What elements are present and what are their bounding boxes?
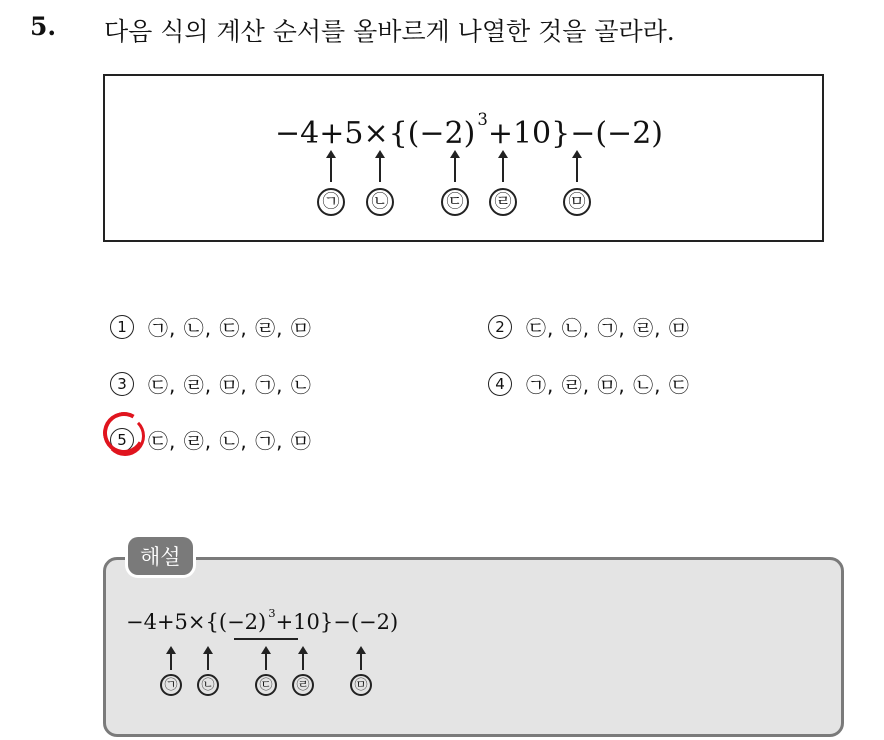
solution-marker-5: ㉤ <box>350 674 372 696</box>
choice-2[interactable] <box>488 312 690 341</box>
solution-arrow-2 <box>207 652 209 670</box>
marker-1: ㉠ <box>317 188 345 216</box>
choice-sequence: ㉢, ㉣, ㉤, ㉠, ㉡ <box>148 373 312 397</box>
math-expression <box>275 110 663 151</box>
arrow-3 <box>454 156 456 182</box>
choice-3[interactable] <box>110 369 312 398</box>
expression-lead: −4+5×{(−2) <box>275 116 476 151</box>
choice-1[interactable] <box>110 312 312 341</box>
expression-tail: +10}−(−2) <box>487 116 663 151</box>
choice-number: 3 <box>110 372 134 396</box>
solution-marker-3: ㉢ <box>255 674 277 696</box>
solution-arrow-4 <box>302 652 304 670</box>
choice-number: 2 <box>488 315 512 339</box>
solution-expression-lead: −4+5×{(−2) <box>126 610 267 634</box>
question-text: 다음 식의 계산 순서를 올바르게 나열한 것을 골라라. <box>104 17 675 46</box>
marker-3: ㉢ <box>441 188 469 216</box>
choice-sequence: ㉢, ㉣, ㉡, ㉠, ㉤ <box>148 429 312 453</box>
solution-label: 해설 <box>128 537 193 575</box>
solution-arrow-1 <box>170 652 172 670</box>
arrow-1 <box>330 156 332 182</box>
arrow-4 <box>502 156 504 182</box>
solution-arrow-5 <box>360 652 362 670</box>
arrow-5 <box>576 156 578 182</box>
choice-4[interactable] <box>488 369 690 398</box>
power-underline <box>234 638 298 640</box>
marker-4: ㉣ <box>489 188 517 216</box>
choice-number: 5 <box>110 428 134 452</box>
marker-2: ㉡ <box>366 188 394 216</box>
solution-expression <box>126 605 399 634</box>
solution-marker-4: ㉣ <box>292 674 314 696</box>
answer-circle-mark-stroke <box>105 416 145 456</box>
choice-number: 4 <box>488 372 512 396</box>
solution-arrow-3 <box>265 652 267 670</box>
choice-sequence: ㉠, ㉡, ㉢, ㉣, ㉤ <box>148 316 312 340</box>
question-number: 5. <box>30 12 57 41</box>
marker-5: ㉤ <box>563 188 591 216</box>
solution-box <box>103 557 844 737</box>
choice-sequence: ㉢, ㉡, ㉠, ㉣, ㉤ <box>526 316 690 340</box>
solution-expression-tail: +10}−(−2) <box>275 610 399 634</box>
arrow-2 <box>379 156 381 182</box>
expression-box <box>103 74 824 242</box>
exponent: 3 <box>477 110 488 130</box>
choice-number: 1 <box>110 315 134 339</box>
solution-marker-1: ㉠ <box>160 674 182 696</box>
solution-marker-2: ㉡ <box>197 674 219 696</box>
solution-exponent: 3 <box>268 605 276 620</box>
choice-sequence: ㉠, ㉣, ㉤, ㉡, ㉢ <box>526 373 690 397</box>
